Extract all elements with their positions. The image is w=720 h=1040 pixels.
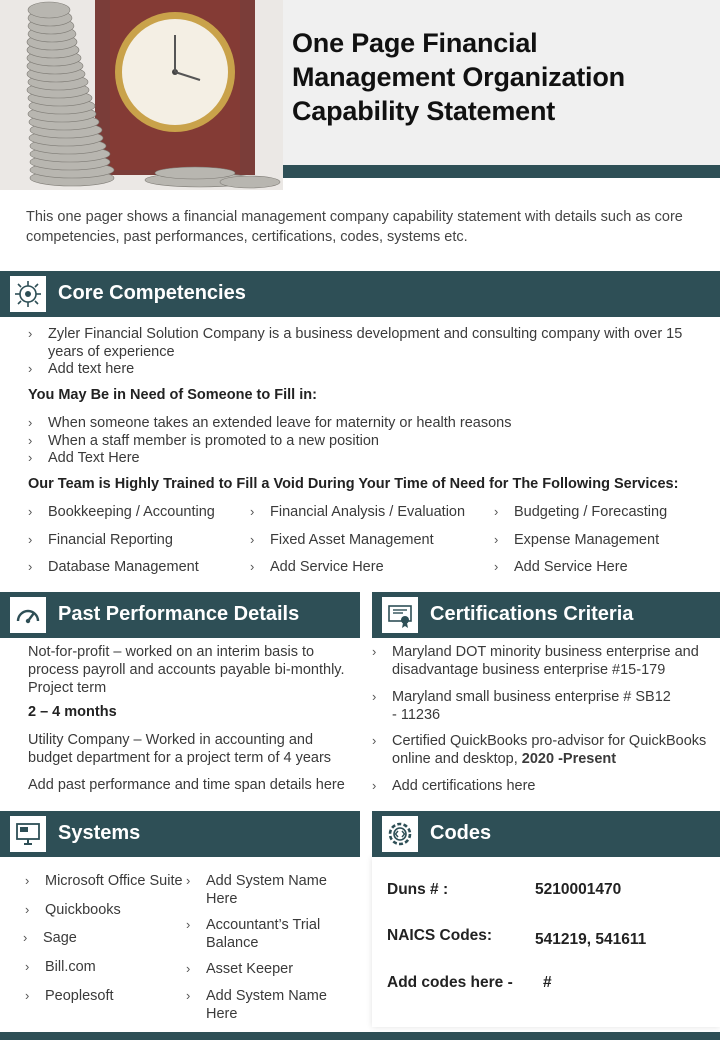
coins-clock-photo bbox=[0, 0, 283, 190]
past-performance-text: Add past performance and time span details here bbox=[28, 777, 345, 793]
system-item: › Quickbooks bbox=[25, 902, 121, 918]
systems-header bbox=[0, 811, 360, 857]
section-title: Codes bbox=[430, 822, 492, 844]
target-gear-icon bbox=[10, 276, 46, 312]
add-codes-value: # bbox=[543, 974, 552, 991]
past-performance-text: Utility Company – Worked in accounting and budget department for a project term of 4 years bbox=[28, 732, 332, 766]
service-item: › Bookkeeping / Accounting bbox=[28, 504, 215, 520]
system-item: › Sage bbox=[23, 930, 77, 946]
system-item: › Asset Keeper bbox=[186, 961, 294, 977]
chevron-right-icon: › bbox=[372, 689, 377, 704]
certificate-icon bbox=[382, 597, 418, 633]
certifications-header bbox=[372, 592, 720, 638]
service-item: › Fixed Asset Management bbox=[250, 532, 434, 548]
computer-monitor-icon bbox=[10, 816, 46, 852]
chevron-right-icon: › bbox=[28, 504, 33, 519]
list-item: › When a staff member is promoted to a new position bbox=[28, 433, 379, 449]
chevron-right-icon: › bbox=[28, 559, 33, 574]
chevron-right-icon: › bbox=[494, 504, 499, 519]
certification-item: › Maryland DOT minority business enterprise and disadvantage business enterprise #15-179 bbox=[372, 644, 699, 678]
chevron-right-icon: › bbox=[25, 988, 30, 1003]
service-item: › Database Management bbox=[28, 559, 199, 575]
section-title: Past Performance Details bbox=[58, 603, 300, 625]
add-codes-label: Add codes here - bbox=[387, 974, 513, 991]
system-item: › Microsoft Office Suite bbox=[25, 873, 183, 889]
core-competencies-header bbox=[0, 271, 720, 317]
chevron-right-icon: › bbox=[23, 930, 28, 945]
past-performance-header bbox=[0, 592, 360, 638]
list-item: › Add Text Here bbox=[28, 450, 140, 466]
certification-item: › Certified QuickBooks pro-advisor for QuickBooks online and desktop, 2020 -Present bbox=[372, 733, 707, 767]
chevron-right-icon: › bbox=[186, 873, 191, 888]
system-item: › Peoplesoft bbox=[25, 988, 114, 1004]
service-item: › Financial Analysis / Evaluation bbox=[250, 504, 466, 520]
naics-label: NAICS Codes: bbox=[387, 927, 493, 944]
list-item: › When someone takes an extended leave for maternity or health reasons bbox=[28, 415, 512, 431]
service-item: › Add Service Here bbox=[494, 559, 628, 575]
section-title: Certifications Criteria bbox=[430, 603, 634, 625]
chevron-right-icon: › bbox=[250, 532, 255, 547]
certification-item: › Add certifications here bbox=[372, 778, 536, 794]
system-item: › Bill.com bbox=[25, 959, 96, 975]
chevron-right-icon: › bbox=[28, 532, 33, 547]
code-gear-icon bbox=[382, 816, 418, 852]
duns-value: 5210001470 bbox=[535, 881, 622, 898]
gauge-icon bbox=[10, 597, 46, 633]
subheading: Our Team is Highly Trained to Fill a Void During Your Time of Need for The Following Services: bbox=[28, 476, 679, 492]
title-accent-bar bbox=[283, 165, 720, 178]
service-item: › Add Service Here bbox=[250, 559, 384, 575]
page-title: One Page Financial Management Organization Capability Statement bbox=[292, 28, 625, 126]
chevron-right-icon: › bbox=[186, 917, 191, 932]
chevron-right-icon: › bbox=[250, 504, 255, 519]
chevron-right-icon: › bbox=[25, 959, 30, 974]
project-term: 2 – 4 months bbox=[28, 704, 117, 720]
chevron-right-icon: › bbox=[494, 559, 499, 574]
chevron-right-icon: › bbox=[28, 433, 33, 448]
intro-text: This one pager shows a financial management company capability statement with details such as core competencies, past performances, certifications, codes, systems etc. bbox=[26, 209, 683, 245]
chevron-right-icon: › bbox=[25, 902, 30, 917]
chevron-right-icon: › bbox=[28, 415, 33, 430]
chevron-right-icon: › bbox=[372, 733, 377, 748]
chevron-right-icon: › bbox=[372, 644, 377, 659]
service-item: › Budgeting / Forecasting bbox=[494, 504, 668, 520]
list-item: › Zyler Financial Solution Company is a business development and consulting company with over 15 years of experience bbox=[28, 326, 683, 360]
naics-value: 541219, 541611 bbox=[535, 931, 647, 948]
certification-item: › Maryland small business enterprise # SB12 - 11236 bbox=[372, 689, 671, 723]
chevron-right-icon: › bbox=[494, 532, 499, 547]
list-item: › Add text here bbox=[28, 361, 135, 377]
system-item: › Add System Name Here bbox=[186, 988, 327, 1022]
system-item: › Add System Name Here bbox=[186, 873, 327, 907]
chevron-right-icon: › bbox=[28, 450, 33, 465]
section-title: Systems bbox=[58, 822, 141, 844]
chevron-right-icon: › bbox=[372, 778, 377, 793]
subheading: You May Be in Need of Someone to Fill in: bbox=[28, 387, 317, 403]
chevron-right-icon: › bbox=[28, 361, 33, 376]
service-item: › Expense Management bbox=[494, 532, 660, 548]
codes-header bbox=[372, 811, 720, 857]
header bbox=[0, 0, 720, 190]
past-performance-text: Not-for-profit – worked on an interim basis to process payroll and accounts payable bi-monthly. Project term bbox=[28, 644, 345, 696]
footer-bar bbox=[0, 1032, 720, 1040]
system-item: › Accountant’s Trial Balance bbox=[186, 917, 321, 951]
certification-date: 2020 -Present bbox=[521, 751, 617, 767]
chevron-right-icon: › bbox=[25, 873, 30, 888]
chevron-right-icon: › bbox=[250, 559, 255, 574]
service-item: › Financial Reporting bbox=[28, 532, 173, 548]
section-title: Core Competencies bbox=[58, 282, 246, 304]
chevron-right-icon: › bbox=[186, 988, 191, 1003]
chevron-right-icon: › bbox=[186, 961, 191, 976]
chevron-right-icon: › bbox=[28, 326, 33, 341]
duns-label: Duns # : bbox=[387, 881, 449, 898]
